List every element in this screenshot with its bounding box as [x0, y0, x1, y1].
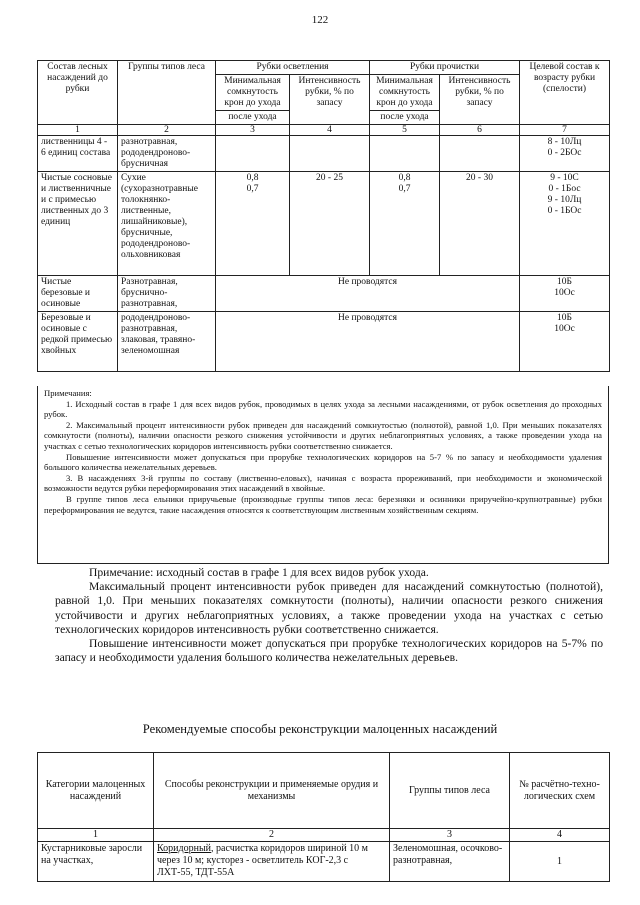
cell-composition: Чистые березовые и осиновые: [38, 276, 118, 312]
thinning-table: [37, 60, 610, 372]
table1-header-row: [38, 61, 610, 75]
header-target-composition: Целевой состав к возрасту рубки (спелости): [520, 61, 610, 125]
table-notes: [37, 386, 609, 564]
col-number: 2: [154, 829, 390, 842]
cell-category: Кустарниковые заросли на участках,: [38, 842, 154, 882]
table-row: [38, 312, 610, 372]
header-light-cutting: Рубки осветления: [216, 61, 370, 75]
note-2b: Повышение интенсивности может допускаться при прорубке технологических коридоров на 5-7 % по запасу и необходимости удаления большого количества нежелательных деревьев.: [44, 451, 602, 473]
col-number: 7: [520, 125, 610, 136]
cell-value: [440, 136, 520, 172]
paragraph: Максимальный процент интенсивности рубок приведен для насаждений сомкнутостью (полнотой), равной 1,0. При меньших показателях сомкнутости (полноты), наличии опасности резкого снижения устойчивости и других неблагоприятных условиях, а также проведении ухода на участках с сетью технологических коридоров интенсивность рубки соответственно снижается.: [55, 580, 603, 636]
cell-value: 20 - 25: [290, 172, 370, 276]
reconstruction-table: [37, 752, 610, 882]
cell-target: 8 - 10Лц 0 - 2БОс: [520, 136, 610, 172]
header-methods: Способы реконструкции и применяемые орудия и механизмы: [154, 753, 390, 829]
header-intensity-clean: Интенсивность рубки, % по запасу: [440, 75, 520, 125]
header-scheme-number: № расчётно-техно-логических схем: [510, 753, 610, 829]
cell-not-performed: Не проводятся: [216, 312, 520, 372]
col-number: 5: [370, 125, 440, 136]
header-after-care-clean: после ухода: [370, 111, 440, 125]
header-after-care-light: после ухода: [216, 111, 290, 125]
column-number-row: [38, 125, 610, 136]
col-number: 4: [510, 829, 610, 842]
method-name: Коридорный: [157, 843, 212, 854]
notes-title: Примечания:: [44, 388, 92, 398]
header-cleaning-cutting: Рубки прочистки: [370, 61, 520, 75]
cell-forest-group: Разнотравная, бруснично-разнотравная,: [118, 276, 216, 312]
table-row: [38, 276, 610, 312]
header-composition: Состав лесных насаждений до рубки: [38, 61, 118, 125]
paragraph: Примечание: исходный состав в графе 1 для всех видов рубок ухода.: [89, 566, 429, 579]
col-number: 3: [216, 125, 290, 136]
table-row: [38, 136, 610, 172]
cell-composition: Березовые и осиновые с редкой примесью хвойных: [38, 312, 118, 372]
paragraph: Повышение интенсивности может допускаться при прорубке технологических коридоров на 5-7% по запасу и необходимости удаления большого количества нежелательных деревьев.: [55, 637, 603, 665]
header-forest-groups: Группы типов леса: [390, 753, 510, 829]
note-3: 3. В насаждениях 3-й группы по составу (лиственно-еловых), начиная с возраста прореживаний, при необходимости и экономической возможности ведутся рубки переформирования этих насаждений в хвойные.: [44, 472, 602, 494]
col-number: 1: [38, 829, 154, 842]
cell-forest-group: рододендроново-разнотравная, злаковая, травяно-зеленомошная: [118, 312, 216, 372]
table-row: [38, 842, 610, 882]
header-min-density-clean: Минимальная сомкнутость крон до ухода: [370, 75, 440, 111]
cell-forest-group: Зеленомошная, осочково-разнотравная,: [390, 842, 510, 882]
cell-not-performed: Не проводятся: [216, 276, 520, 312]
cell-method: [154, 842, 390, 882]
cell-value: 0,8 0,7: [216, 172, 290, 276]
cell-target: 9 - 10С 0 - 1Бос 9 - 10Лц 0 - 1БОс: [520, 172, 610, 276]
cell-value: 20 - 30: [440, 172, 520, 276]
col-number: 2: [118, 125, 216, 136]
col-number: 1: [38, 125, 118, 136]
cell-value: [216, 136, 290, 172]
cell-scheme-number: 1: [510, 842, 610, 882]
cell-forest-group: Сухие (сухоразнотравные толокнянко-лиственные, лишайниковые), брусничные, рододендроново-ольховниковая: [118, 172, 216, 276]
note-3b: В группе типов леса ельники приручьевые (производные группы типов леса: березняки и осинники приручейно-крупнотравные) рубки переформирования не ведутся, такие насаждения относятся к соответствующим лиственным хозяйственным секциям.: [44, 493, 602, 515]
cell-value: [290, 136, 370, 172]
table-row: [38, 172, 610, 276]
cell-value: [370, 136, 440, 172]
header-category: Категории малоценных насаждений: [38, 753, 154, 829]
col-number: 3: [390, 829, 510, 842]
page-number: 122: [311, 14, 329, 26]
header-min-density-light: Минимальная сомкнутость крон до ухода: [216, 75, 290, 111]
note-1: 1. Исходный состав в графе 1 для всех видов рубок, проводимых в целях ухода за лесными насаждениями, от рубок осветления до проходных рубок.: [44, 398, 602, 420]
col-number: 6: [440, 125, 520, 136]
header-intensity-light: Интенсивность рубки, % по запасу: [290, 75, 370, 125]
section-heading: Рекомендуемые способы реконструкции малоценных насаждений: [142, 722, 498, 736]
body-text: [55, 566, 603, 665]
col-number: 4: [290, 125, 370, 136]
cell-value: 0,8 0,7: [370, 172, 440, 276]
cell-target: 10Б 10Ос: [520, 312, 610, 372]
cell-composition: Чистые сосновые и лиственничные и с примесью лиственных до 3 единиц: [38, 172, 118, 276]
cell-target: 10Б 10Ос: [520, 276, 610, 312]
table2-header-row: [38, 753, 610, 829]
cell-composition: лиственницы 4 - 6 единиц состава: [38, 136, 118, 172]
cell-forest-group: разнотравная, рододендроново-брусничная: [118, 136, 216, 172]
column-number-row: [38, 829, 610, 842]
header-forest-groups: Группы типов леса: [118, 61, 216, 125]
method-details: , расчистка коридоров шириной 10 м через 10 м; кусторез - осветлитель КОГ-2,3 с ЛХТ-55, ТДТ-55А: [157, 843, 369, 878]
note-2: 2. Максимальный процент интенсивности рубок приведен для насаждений сомкнутостью (полнотой), равной 1,0. При меньших показателях сомкнутости (полноты), наличии опасности резкого снижения устойчивости и других неблагоприятных условиях, а также проведении ухода на участках с сетью технологических коридоров интенсивность рубки соответственно снижается.: [44, 419, 602, 451]
